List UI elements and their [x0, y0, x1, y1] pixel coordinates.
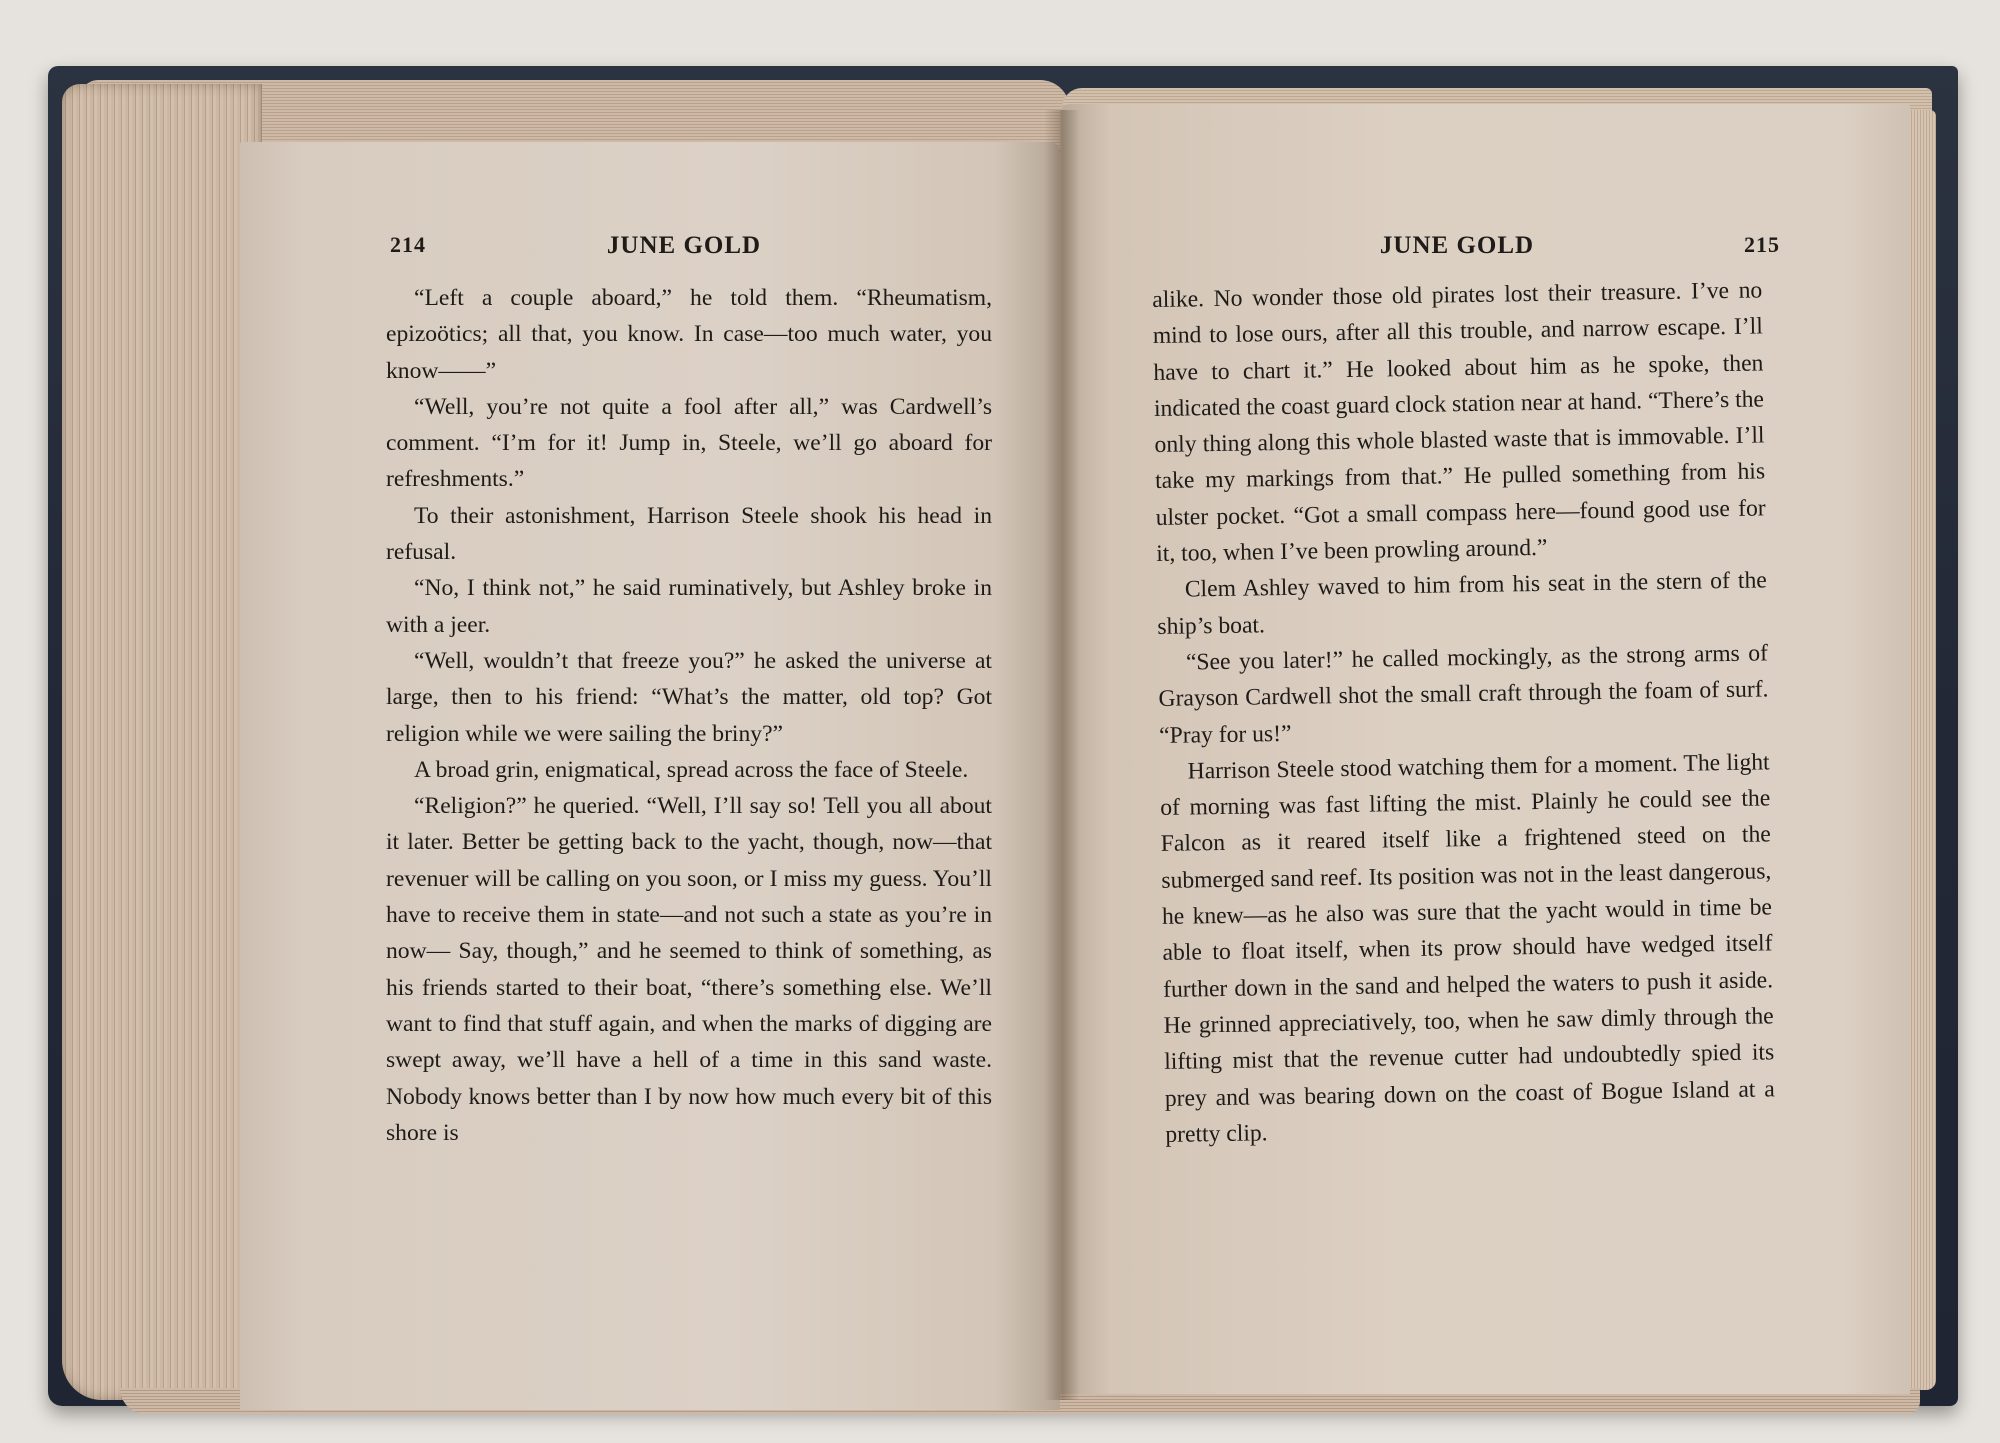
paragraph: A broad grin, enigmatical, spread across the face of Steele. — [414, 756, 969, 783]
right-page-text — [1152, 272, 1776, 1153]
paragraph: To their astonishment, Harrison Steele shook his head in refusal. — [386, 502, 992, 566]
paragraph: “Left a couple aboard,” he told them. “Rheumatism, epizoötics; all that, you know. In case—too much water, you know——” — [386, 285, 992, 384]
page-edges-left — [62, 84, 262, 1400]
running-title-left: JUNE GOLD — [606, 232, 762, 259]
left-page — [240, 142, 1060, 1410]
running-title-right: JUNE GOLD — [1379, 232, 1535, 259]
page-number-right: 215 — [1744, 232, 1780, 257]
paragraph: “Religion?” he queried. “Well, I’ll say so! Tell you all about it later. Better be getting back to the yacht, though, now—that revenuer will be calling on you soon, or I miss my guess. You’ll have to receive them in state—and not such a state as you’re in now— Say, though,” and he seemed to think of something, as his friends started to their boat, “there’s something else. We’ll want to find that stuff again, and when the marks of digging are swept away, we’ll have a hell of a time in this sand waste. Nobody knows better than I by now how much every bit of this shore is — [386, 793, 992, 1146]
paragraph-continuation: alike. No wonder those old pirates lost their treasure. I’ve no mind to lose ours, after all this trouble, and narrow escape. I’ll have to chart it.” He looked about him as he spoke, then indicated the coast guard clock station near at hand. “There’s the only thing along this whole blasted waste that is immovable. I’ll take my markings from that.” He pulled something from his ulster pocket. “Got a small compass here—found good use for it, too, when I’ve been prowling around.” — [1152, 277, 1766, 568]
right-page — [1060, 104, 1910, 1394]
book-gutter — [1044, 110, 1080, 1400]
paragraph: “Well, wouldn’t that freeze you?” he asked the universe at large, then to his friend: “What’s the matter, old top? Got religion while we were sailing the briny?” — [386, 647, 992, 747]
page-number-left: 214 — [390, 232, 426, 257]
paragraph: Clem Ashley waved to him from his seat in the stern of the ship’s boat. — [1157, 567, 1767, 640]
left-page-text — [386, 280, 992, 1151]
paragraph: “See you later!” he called mockingly, as the strong arms of Grayson Cardwell shot the small craft through the foam of surf. “Pray for us!” — [1158, 640, 1769, 749]
paragraph: “No, I think not,” he said ruminatively, but Ashley broke in with a jeer. — [386, 575, 992, 638]
paragraph: Harrison Steele stood watching them for a moment. The light of morning was fast lifting the mist. Plainly he could see the Falcon as it reared itself like a frightened steed on the submerged sand reef. Its position was not in the least dangerous, he knew—as he also was sure that the yacht would in time be able to float itself, when its prow should have wedged itself further down in the sand and helped the waters to push it aside. He grinned appreciatively, too, when he saw dimly through the lifting mist that the revenue cutter had undoubtedly spied its prey and was bearing down on the coast of Bogue Island at a pretty clip. — [1160, 749, 1775, 1148]
paragraph: “Well, you’re not quite a fool after all,” was Cardwell’s comment. “I’m for it! Jump in, Steele, we’ll go aboard for refreshments.” — [386, 393, 992, 493]
